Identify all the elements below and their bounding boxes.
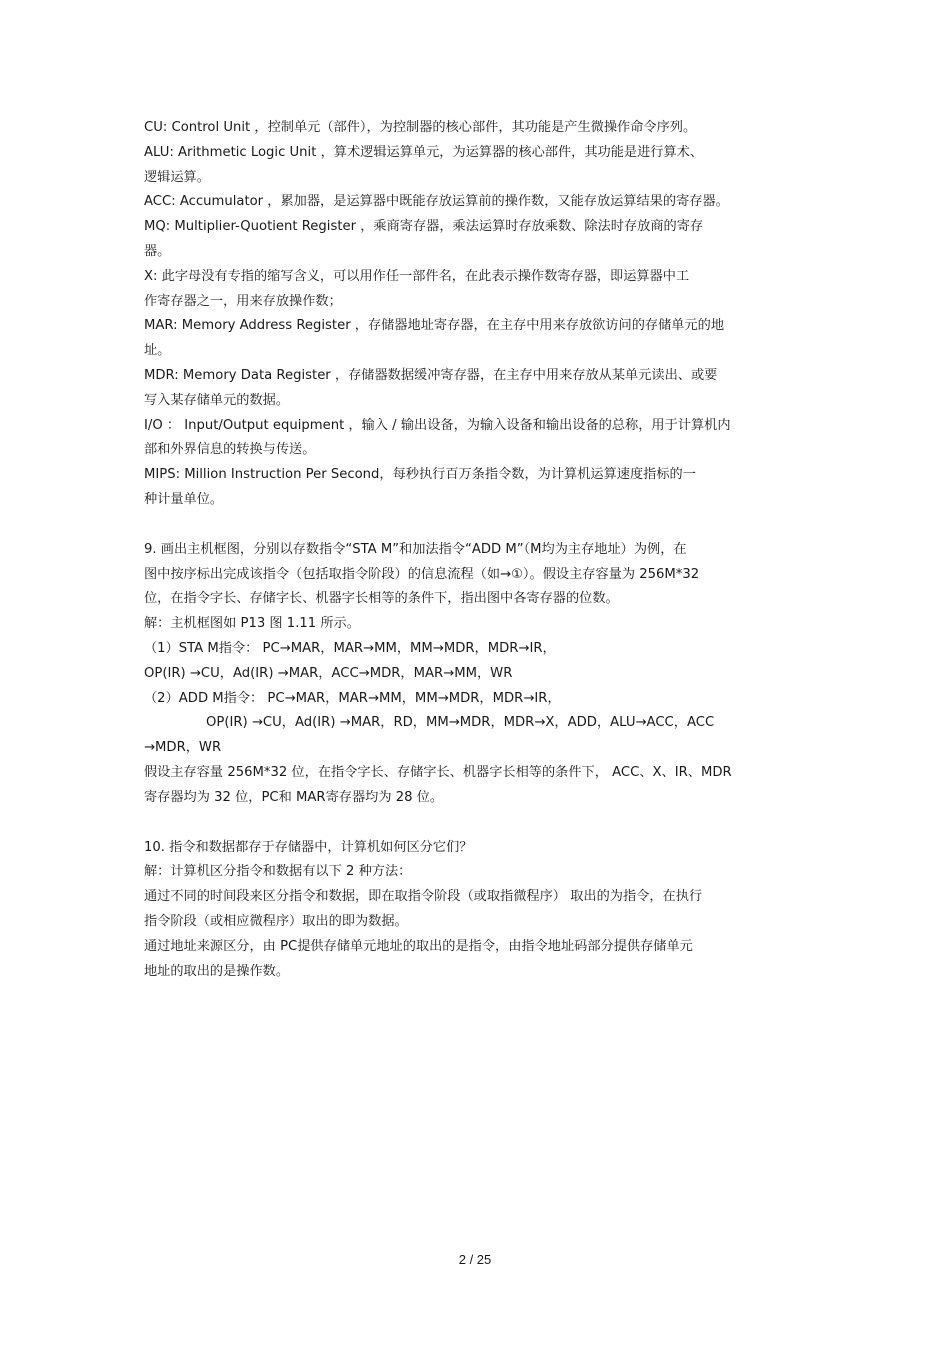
q9-conclusion-line-2: 寄存器均为 32 位，PC和 MAR寄存器均为 28 位。 <box>144 789 444 805</box>
definition-alu: ALU: Arithmetic Logic Unit ，算术逻辑运算单元，为运算器的核心部件，其功能是进行算术、 <box>144 144 704 160</box>
q9-add-line-1: （2）ADD M指令： PC→MAR，MAR→MM，MM→MDR，MDR→IR， <box>144 690 561 706</box>
definition-mips: MIPS: Million Instruction Per Second，每秒执行百万条指令数，为计算机运算速度指标的一 <box>144 467 696 483</box>
abbreviation-definitions <box>144 116 824 513</box>
q9-question-line-3: 位，在指令字长、存储字长、机器字长相等的条件下，指出图中各寄存器的位数。 <box>144 591 619 607</box>
definition-alu-cont: 逻辑运算。 <box>144 169 210 185</box>
q10-answer-line-3: 指令阶段（或相应微程序）取出的即为数据。 <box>144 913 408 929</box>
q10-answer-line-2: 通过不同的时间段来区分指令和数据，即在取指令阶段（或取指微程序） 取出的为指令，在执行 <box>144 889 703 905</box>
definition-cu: CU: Control Unit ，控制单元（部件），为控制器的核心部件，其功能是产生微操作命令序列。 <box>144 120 697 135</box>
q9-add-line-2: OP(IR) →CU，Ad(IR) →MAR，RD，MM→MDR，MDR→X，ADD，ALU→ACC，ACC <box>206 715 715 731</box>
definition-mdr-cont: 写入某存储单元的数据。 <box>144 392 290 408</box>
q9-answer-intro: 解：主机框图如 P13 图 1.11 所示。 <box>144 616 360 632</box>
question-10 <box>144 836 824 985</box>
q10-answer-line-1: 解：计算机区分指令和数据有以下 2 种方法： <box>144 864 412 880</box>
q9-conclusion-line-1: 假设主存容量 256M*32 位，在指令字长、存储字长、机器字长相等的条件下， ACC、X、IR、MDR <box>144 764 732 780</box>
section-gap <box>144 513 824 538</box>
definition-mar: MAR: Memory Address Register ，存储器地址寄存器，在主存中用来存放欲访问的存储单元的地 <box>144 318 725 334</box>
q10-answer-line-5: 地址的取出的是操作数。 <box>144 963 290 979</box>
definition-io: I/O ： Input/Output equipment ，输入 / 输出设备，为输入设备和输出设备的总称，用于计算机内 <box>144 417 731 433</box>
definition-mq: MQ: Multiplier-Quotient Register ，乘商寄存器，乘法运算时存放乘数、除法时存放商的寄存 <box>144 219 704 235</box>
question-9 <box>144 538 824 811</box>
page-number: 2 / 25 <box>458 1252 492 1267</box>
q10-answer-line-4: 通过地址来源区分，由 PC提供存储单元地址的取出的是指令，由指令地址码部分提供存储单元 <box>144 938 693 954</box>
definition-mdr: MDR: Memory Data Register ，存储器数据缓冲寄存器，在主存中用来存放从某单元读出、或要 <box>144 367 718 383</box>
q9-sta-line-1: （1）STA M指令： PC→MAR，MAR→MM，MM→MDR，MDR→IR， <box>144 640 556 656</box>
q9-question-line-1: 9. 画出主机框图，分别以存数指令“STA M”和加法指令“ADD M”（M均为主存地址）为例，在 <box>144 541 687 557</box>
definition-x: X: 此字母没有专指的缩写含义，可以用作任一部件名，在此表示操作数寄存器，即运算器中工 <box>144 268 690 284</box>
section-gap <box>144 811 824 836</box>
q9-add-line-3: →MDR，WR <box>144 740 222 756</box>
definition-mq-cont: 器。 <box>144 243 171 259</box>
definition-mips-cont: 种计量单位。 <box>144 491 224 507</box>
q9-question-line-2: 图中按序标出完成该指令（包括取指令阶段）的信息流程（如→①）。假设主存容量为 256M*32 <box>144 566 700 582</box>
q9-sta-line-2: OP(IR) →CU，Ad(IR) →MAR，ACC→MDR，MAR→MM，WR <box>144 665 513 681</box>
document-body <box>144 116 824 984</box>
definition-mar-cont: 址。 <box>144 343 171 359</box>
q10-question: 10. 指令和数据都存于存储器中，计算机如何区分它们？ <box>144 839 473 855</box>
definition-acc: ACC: Accumulator ，累加器，是运算器中既能存放运算前的操作数，又能存放运算结果的寄存器。 <box>144 194 729 210</box>
definition-x-cont: 作寄存器之一，用来存放操作数； <box>144 293 342 309</box>
definition-io-cont: 部和外界信息的转换与传送。 <box>144 442 316 458</box>
